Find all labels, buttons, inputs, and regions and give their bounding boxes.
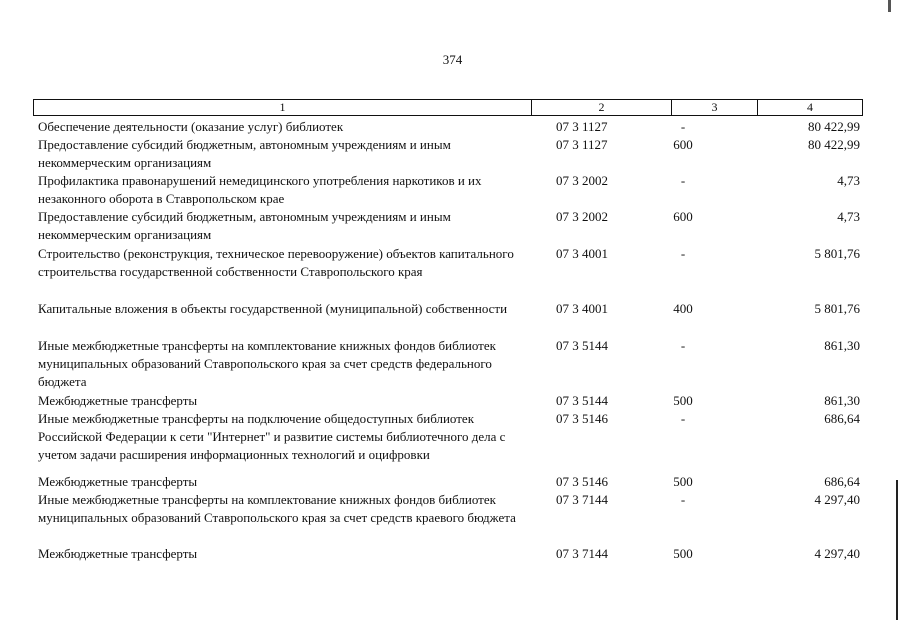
row-type: 500 [673,474,693,489]
row-code: 07 3 7144 [556,492,608,507]
row-name: Строительство (реконструкция, техническое перевооружение) объектов капитального строительства государственной собственности Ставропольского края [38,246,514,279]
row-name: Иные межбюджетные трансферты на комплектование книжных фондов библиотек муниципальных образований Ставропольского края за счет средств федерального бюджета [38,338,496,389]
row-code: 07 3 4001 [556,301,608,316]
row-code: 07 3 5146 [556,474,608,489]
page-number: 374 [442,52,463,67]
row-type: - [680,246,686,261]
row-sum: 80 422,99 [808,119,860,134]
row-name: Обеспечение деятельности (оказание услуг) библиотек [38,119,344,134]
row-name: Профилактика правонарушений немедицинского употребления наркотиков и их незаконного оборота в Ставропольском крае [38,173,482,206]
row-sum: 686,64 [824,411,860,426]
header-col-3: 3 [672,100,758,115]
header-col-4: 4 [807,100,813,114]
scan-edge-mark [888,0,891,12]
row-type: - [680,173,686,188]
row-type: 500 [673,546,693,561]
row-sum: 4 297,40 [814,492,860,507]
row-name: Иные межбюджетные трансферты на комплектование книжных фондов библиотек муниципальных образований Ставропольского края за счет средств краевого бюджета [38,492,516,525]
row-type: 600 [673,137,693,152]
row-sum: 4,73 [837,173,860,188]
row-code: 07 3 7144 [556,546,608,561]
row-code: 07 3 2002 [556,209,608,224]
row-type: - [680,411,686,426]
row-sum: 80 422,99 [808,137,860,152]
row-sum: 686,64 [824,474,860,489]
row-name: Предоставление субсидий бюджетным, автономным учреждениям и иным некоммерческим организациям [38,209,451,242]
scan-edge-mark [896,480,898,620]
row-code: 07 3 5144 [556,338,608,353]
row-sum: 5 801,76 [814,246,860,261]
row-type: 400 [673,301,693,316]
row-code: 07 3 1127 [556,137,608,152]
row-name: Предоставление субсидий бюджетным, автономным учреждениям и иным некоммерческим организациям [38,137,451,170]
row-name: Капитальные вложения в объекты государственной (муниципальной) собственности [38,301,508,316]
row-type: 600 [673,209,693,224]
row-type: - [680,119,686,134]
row-code: 07 3 4001 [556,246,608,261]
row-code: 07 3 1127 [556,119,608,134]
row-sum: 861,30 [824,393,860,408]
row-sum: 5 801,76 [814,301,860,316]
row-sum: 4,73 [837,209,860,224]
row-name: Межбюджетные трансферты [38,474,198,489]
table-header [33,99,863,116]
header-col-1: 1 [34,100,532,115]
row-code: 07 3 2002 [556,173,608,188]
header-col-2: 2 [532,100,672,115]
row-name: Иные межбюджетные трансферты на подключение общедоступных библиотек Российской Федерации к сети "Интернет" и развитие системы библиотечного дела с учетом задачи расширения информационных технологий и оцифровки [38,411,506,462]
row-type: - [680,338,686,353]
row-code: 07 3 5146 [556,411,608,426]
row-sum: 4 297,40 [814,546,860,561]
row-type: 500 [673,393,693,408]
row-sum: 861,30 [824,338,860,353]
row-name: Межбюджетные трансферты [38,393,198,408]
row-code: 07 3 5144 [556,393,608,408]
row-name: Межбюджетные трансферты [38,546,198,561]
row-type: - [680,492,686,507]
